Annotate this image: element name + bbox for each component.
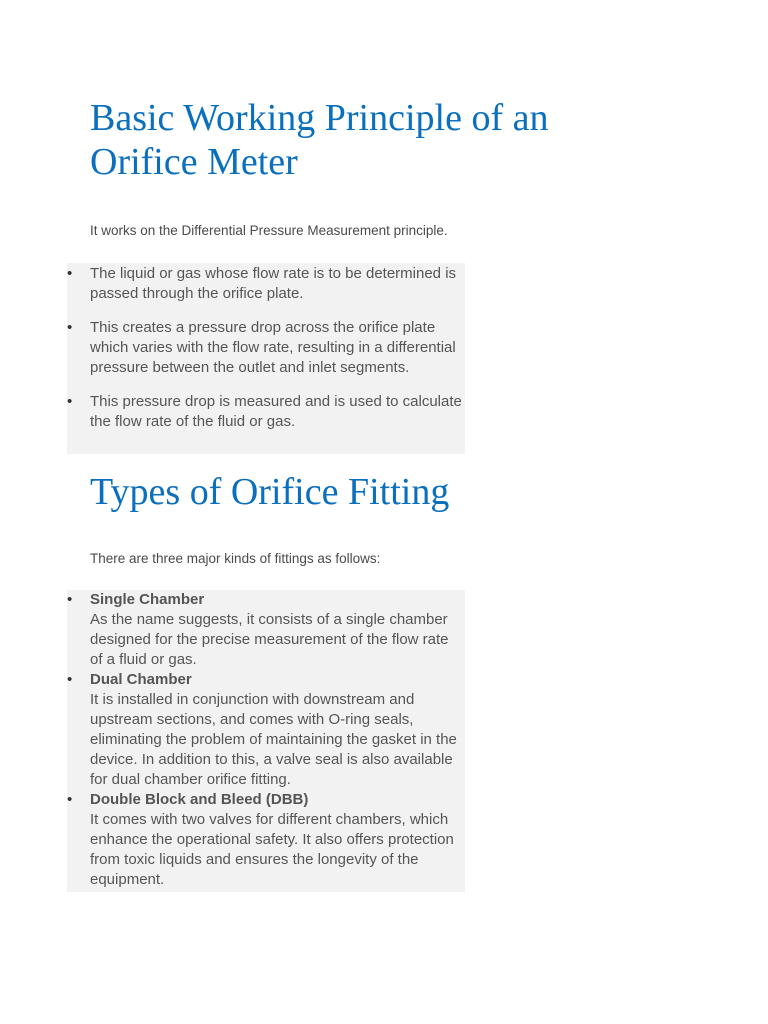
list-item-text: This creates a pressure drop across the orifice plate which varies with the flow rate, resulting in a differential pressure between the outlet and inlet segments.: [90, 319, 456, 376]
fitting-type-description: As the name suggests, it consists of a single chamber designed for the precise measurement of the flow rate of a fluid or gas.: [90, 611, 449, 668]
fitting-type-term: Dual Chamber: [90, 671, 192, 688]
list-item: [67, 264, 465, 304]
list-item: [67, 392, 465, 432]
section-heading-working-principle: Basic Working Principle of an Orifice Meter: [90, 97, 549, 183]
list-item: [67, 590, 465, 670]
bullet-icon: •: [67, 393, 73, 410]
working-principle-bullet-box: [67, 263, 465, 454]
list-item: [67, 318, 465, 378]
fitting-types-bullet-box: [67, 590, 465, 892]
section-intro-orifice-fitting-types: There are three major kinds of fittings as follows:: [90, 551, 381, 566]
fitting-type-description: It comes with two valves for different chambers, which enhance the operational safety. It also offers protection from toxic liquids and ensures the longevity of the equipment.: [90, 811, 454, 888]
fitting-types-bullet-list: [67, 590, 465, 890]
bullet-icon: •: [67, 319, 73, 336]
section-intro-working-principle: It works on the Differential Pressure Measurement principle.: [90, 223, 448, 238]
section-heading-orifice-fitting-types: Types of Orifice Fitting: [90, 471, 450, 513]
list-item-text: The liquid or gas whose flow rate is to be determined is passed through the orifice plate.: [90, 265, 457, 302]
fitting-type-term: Double Block and Bleed (DBB): [90, 791, 309, 808]
list-item-text: This pressure drop is measured and is used to calculate the flow rate of the fluid or gas.: [90, 393, 462, 430]
list-item: [67, 790, 465, 890]
bullet-icon: •: [67, 265, 73, 282]
bullet-icon: •: [67, 591, 73, 608]
list-item: [67, 670, 465, 790]
working-principle-bullet-list: [67, 263, 465, 432]
bullet-icon: •: [67, 671, 73, 688]
fitting-type-description: It is installed in conjunction with downstream and upstream sections, and comes with O-ring seals, eliminating the problem of maintaining the gasket in the device. In addition to this, a valve seal is also available for dual chamber orifice fitting.: [90, 691, 457, 788]
fitting-type-term: Single Chamber: [90, 591, 205, 608]
bullet-icon: •: [67, 791, 73, 808]
